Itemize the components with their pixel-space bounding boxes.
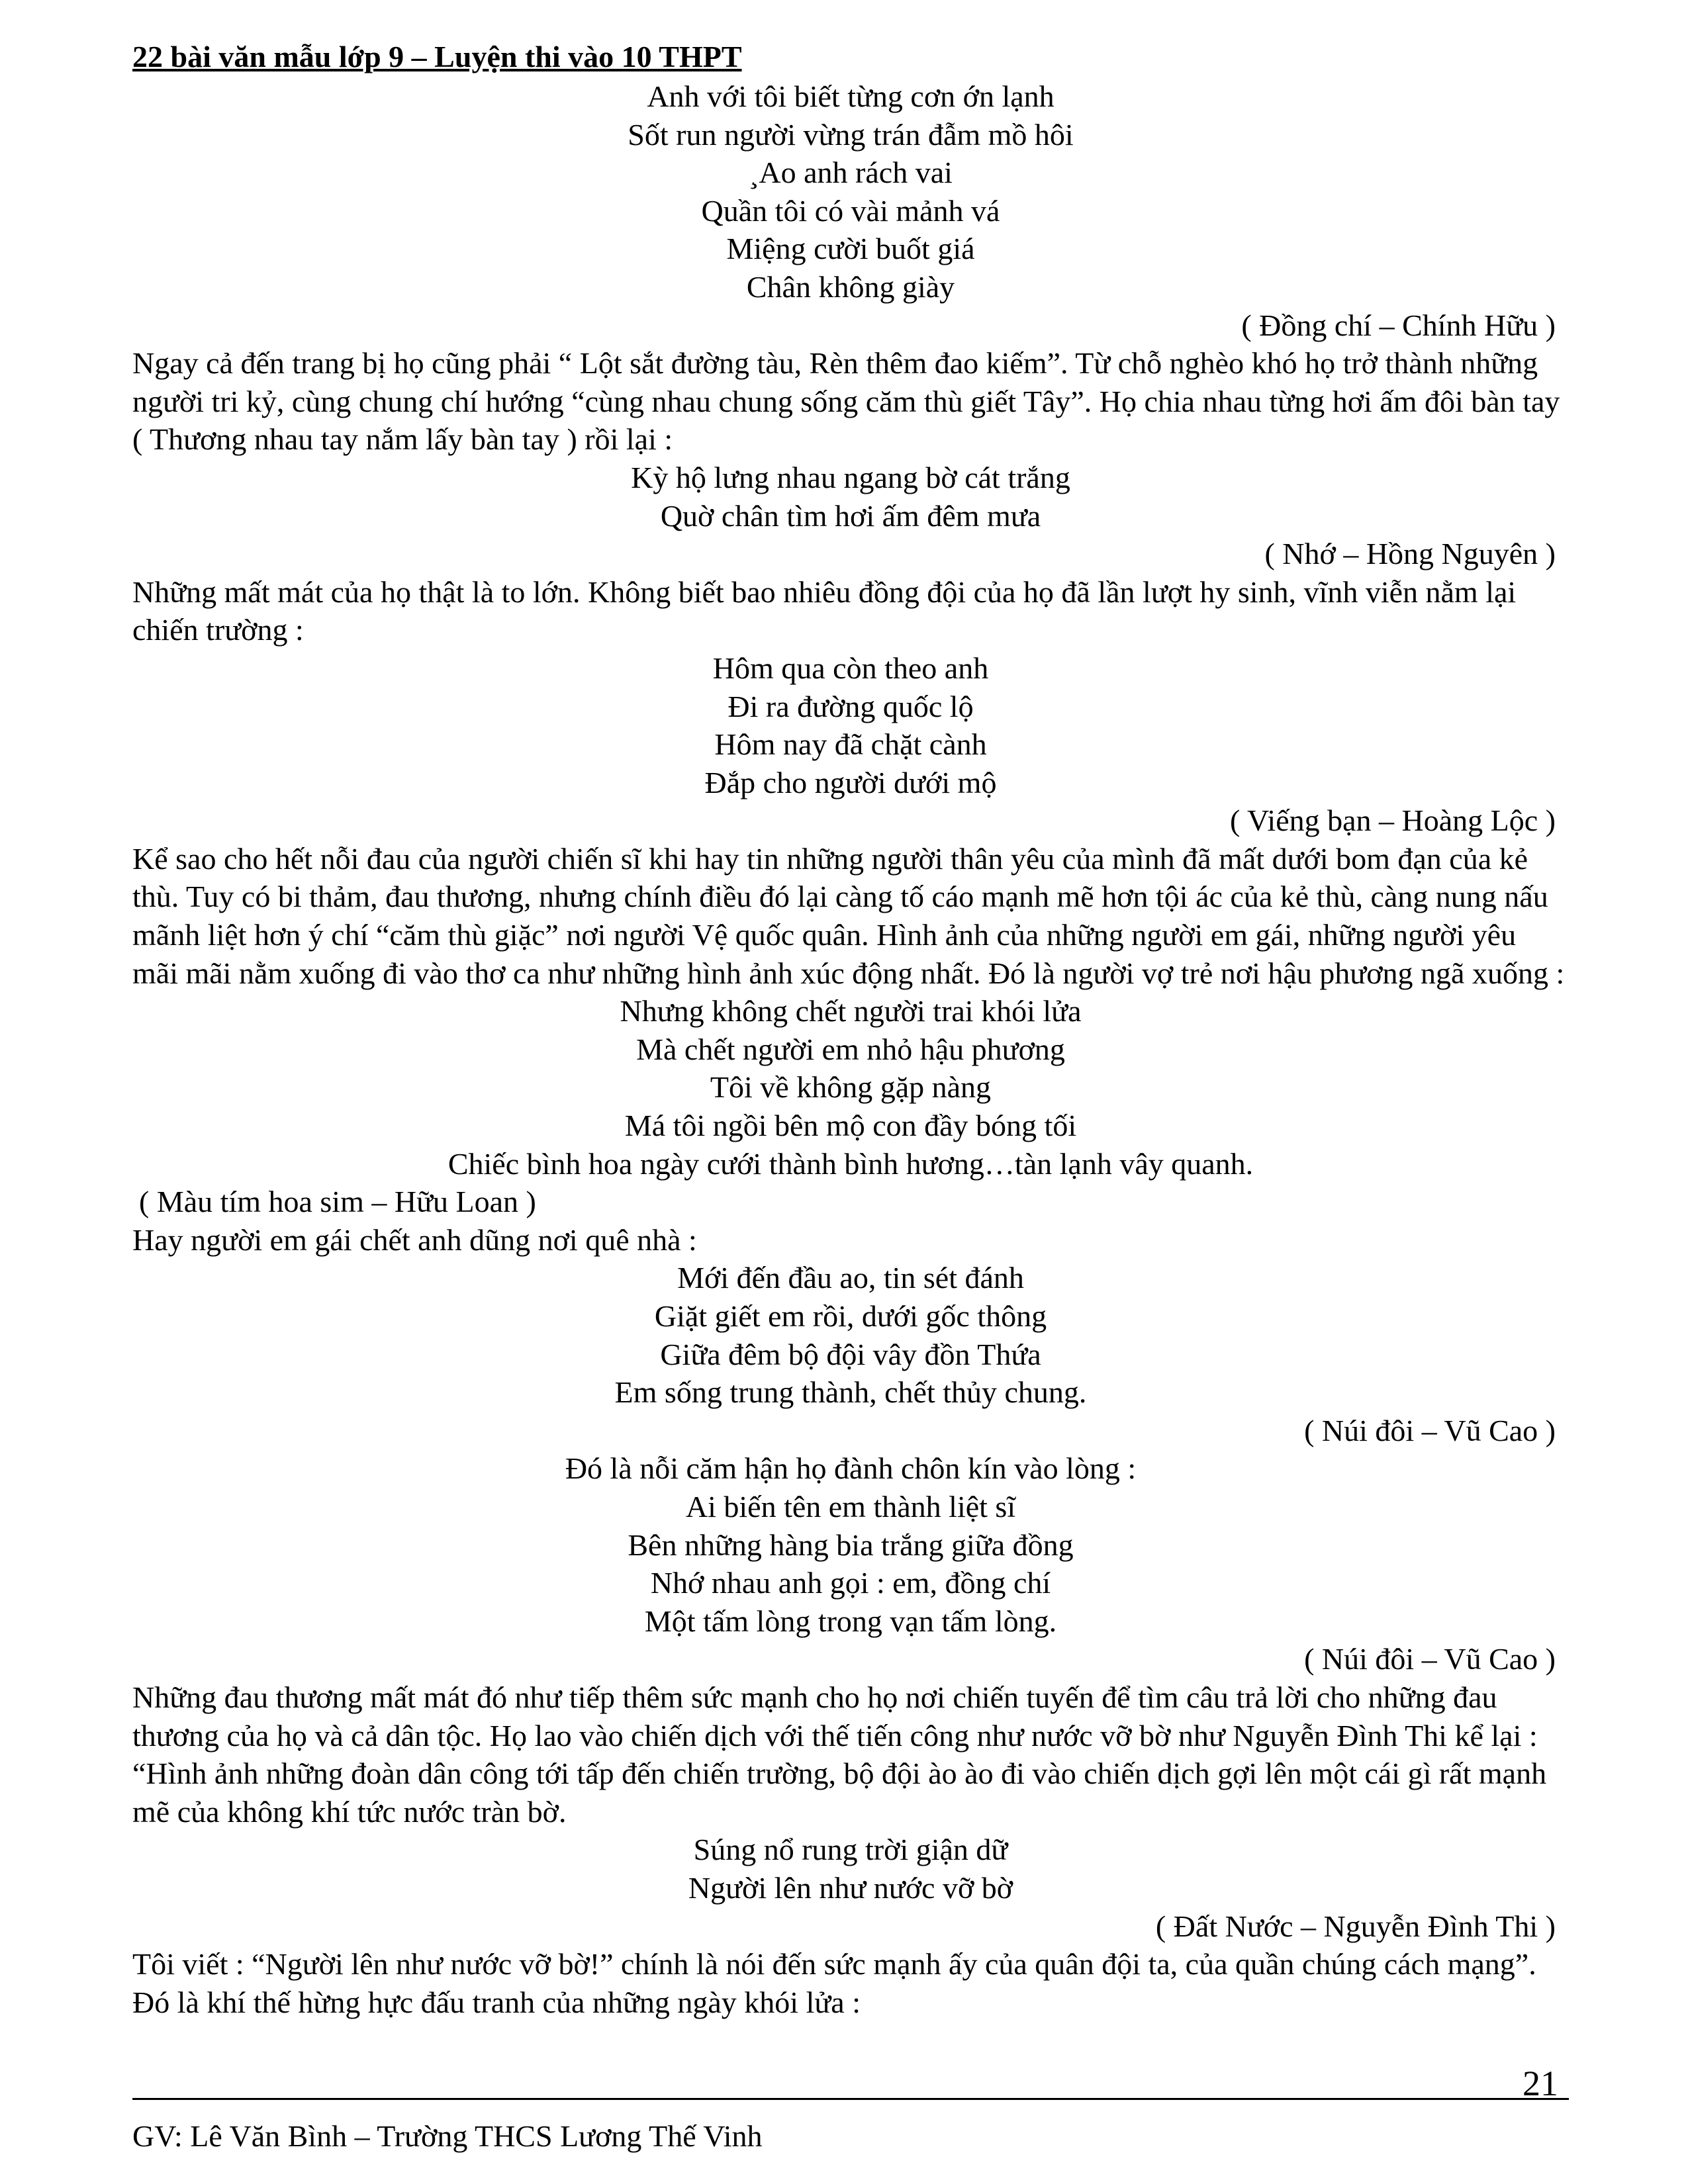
poem-line: Anh với tôi biết từng cơn ớn lạnh <box>647 79 1055 113</box>
poem-line: Nhưng không chết người trai khói lửa <box>620 994 1082 1028</box>
body-paragraph: Những mất mát của họ thật là to lớn. Không biết bao nhiêu đồng đội của họ đã lần lượt hy sinh, vĩnh viễn nằm lại chiến trường : <box>132 574 1517 647</box>
footer-teacher-school: GV: Lê Văn Bình – Trường THCS Lương Thế Vinh <box>132 2119 763 2153</box>
poem-line: Hôm qua còn theo anh <box>712 651 989 685</box>
poem-line: Em sống trung thành, chết thủy chung. <box>614 1375 1087 1410</box>
poem-line: Giữa đêm bộ đội vây đồn Thứa <box>660 1337 1041 1371</box>
poem-line: Mà chết người em nhỏ hậu phương <box>636 1032 1065 1066</box>
page-number: 21 <box>1523 2064 1558 2103</box>
poem-line: Tôi về không gặp nàng <box>710 1070 992 1105</box>
poem-line: Một tấm lòng trong vạn tấm lòng. <box>644 1604 1057 1638</box>
body-paragraph: Những đau thương mất mát đó như tiếp thêm sức mạnh cho họ nơi chiến tuyến để tìm câu trả lời cho những đau thương của họ và cả dân tộc. Họ lao vào chiến dịch với thế tiến công như nước vỡ bờ như Nguyễn Đình Thi kể lại : “Hình ảnh những đoàn dân công tới tấp đến chiến trường, bộ đội ào ào đi vào chiến dịch gợi lên một cái gì rất mạnh mẽ của không khí tức nước tràn bờ. <box>132 1680 1547 1829</box>
body-paragraph: Ngay cả đến trang bị họ cũng phải “ Lột sắt đường tàu, Rèn thêm đao kiếm”. Từ chỗ nghèo khó họ trở thành những người tri kỷ, cùng chung chí hướng “cùng nhau chung sống căm thù giết Tây”. Họ chia nhau từng hơi ấm đôi bàn tay ( Thương nhau tay nắm lấy bàn tay ) rồi lại : <box>132 346 1560 457</box>
poem-line: Giặt giết em rồi, dưới gốc thông <box>654 1299 1047 1333</box>
poem-line: Chân không giày <box>746 269 955 304</box>
poem-stanza <box>132 649 1569 801</box>
footer-divider <box>132 2098 1569 2100</box>
poem-citation: ( Viếng bạn – Hoàng Lộc ) <box>1229 803 1556 838</box>
body-paragraph: Tôi viết : “Người lên như nước vỡ bờ!” chính là nói đến sức mạnh ấy của quân đội ta, của quần chúng cách mạng”. Đó là khí thế hừng hực đấu tranh của những ngày khói lửa : <box>132 1947 1536 2019</box>
poem-stanza <box>132 992 1569 1183</box>
poem-stanza <box>132 459 1569 535</box>
poem-line: Miệng cười buốt giá <box>726 232 975 266</box>
poem-citation: ( Màu tím hoa sim – Hữu Loan ) <box>139 1185 536 1219</box>
poem-line: Bên những hàng bia trắng giữa đồng <box>628 1527 1074 1562</box>
poem-line: Má tôi ngồi bên mộ con đầy bóng tối <box>624 1109 1077 1143</box>
poem-line: Kỳ hộ lưng nhau ngang bờ cát trắng <box>631 460 1070 494</box>
poem-stanza <box>132 1259 1569 1411</box>
poem-line: Đi ra đường quốc lộ <box>727 689 974 723</box>
poem-line: Mới đến đầu ao, tin sét đánh <box>677 1261 1024 1295</box>
poem-line: Hôm nay đã chặt cành <box>714 727 987 762</box>
page-header-title: 22 bài văn mẫu lớp 9 – Luyện thi vào 10 THPT <box>132 40 742 73</box>
poem-stanza <box>132 77 1569 306</box>
poem-citation: ( Đồng chí – Chính Hữu ) <box>1241 308 1556 342</box>
poem-line: Đắp cho người dưới mộ <box>704 765 997 799</box>
document-body <box>132 77 1569 2021</box>
poem-line: ¸Ao anh rách vai <box>749 156 953 190</box>
poem-stanza <box>132 1449 1569 1640</box>
poem-line: Ai biến tên em thành liệt sĩ <box>685 1489 1016 1524</box>
poem-citation: ( Núi đôi – Vũ Cao ) <box>1304 1642 1556 1676</box>
poem-line: Súng nổ rung trời giận dữ <box>693 1833 1008 1867</box>
poem-line: Người lên như nước vỡ bờ <box>688 1870 1013 1905</box>
poem-stanza <box>132 1831 1569 1907</box>
poem-line: Quần tôi có vài mảnh vá <box>701 193 1000 228</box>
poem-citation: ( Núi đôi – Vũ Cao ) <box>1304 1413 1556 1447</box>
body-paragraph: Kể sao cho hết nỗi đau của người chiến sĩ khi hay tin những người thân yêu của mình đã mất dưới bom đạn của kẻ thù. Tuy có bi thảm, đau thương, nhưng chính điều đó lại càng tố cáo mạnh mẽ hơn tội ác của kẻ thù, càng nung nấu mãnh liệt hơn ý chí “căm thù giặc” nơi người Vệ quốc quân. Hình ảnh của những người em gái, những người yêu mãi mãi nằm xuống đi vào thơ ca như những hình ảnh xúc động nhất. Đó là người vợ trẻ nơi hậu phương ngã xuống : <box>132 841 1565 990</box>
poem-line: Đó là nỗi căm hận họ đành chôn kín vào lòng : <box>565 1451 1137 1486</box>
poem-line: Sốt run người vừng trán đẫm mồ hôi <box>628 117 1074 152</box>
body-paragraph: Hay người em gái chết anh dũng nơi quê nhà : <box>132 1222 697 1257</box>
poem-citation: ( Nhớ – Hồng Nguyên ) <box>1264 537 1556 571</box>
poem-line: Nhớ nhau anh gọi : em, đồng chí <box>650 1566 1051 1600</box>
poem-line: Quờ chân tìm hơi ấm đêm mưa <box>660 498 1041 533</box>
poem-citation: ( Đất Nước – Nguyễn Đình Thi ) <box>1155 1909 1556 1943</box>
poem-line: Chiếc bình hoa ngày cưới thành bình hương…tàn lạnh vây quanh. <box>447 1146 1254 1181</box>
